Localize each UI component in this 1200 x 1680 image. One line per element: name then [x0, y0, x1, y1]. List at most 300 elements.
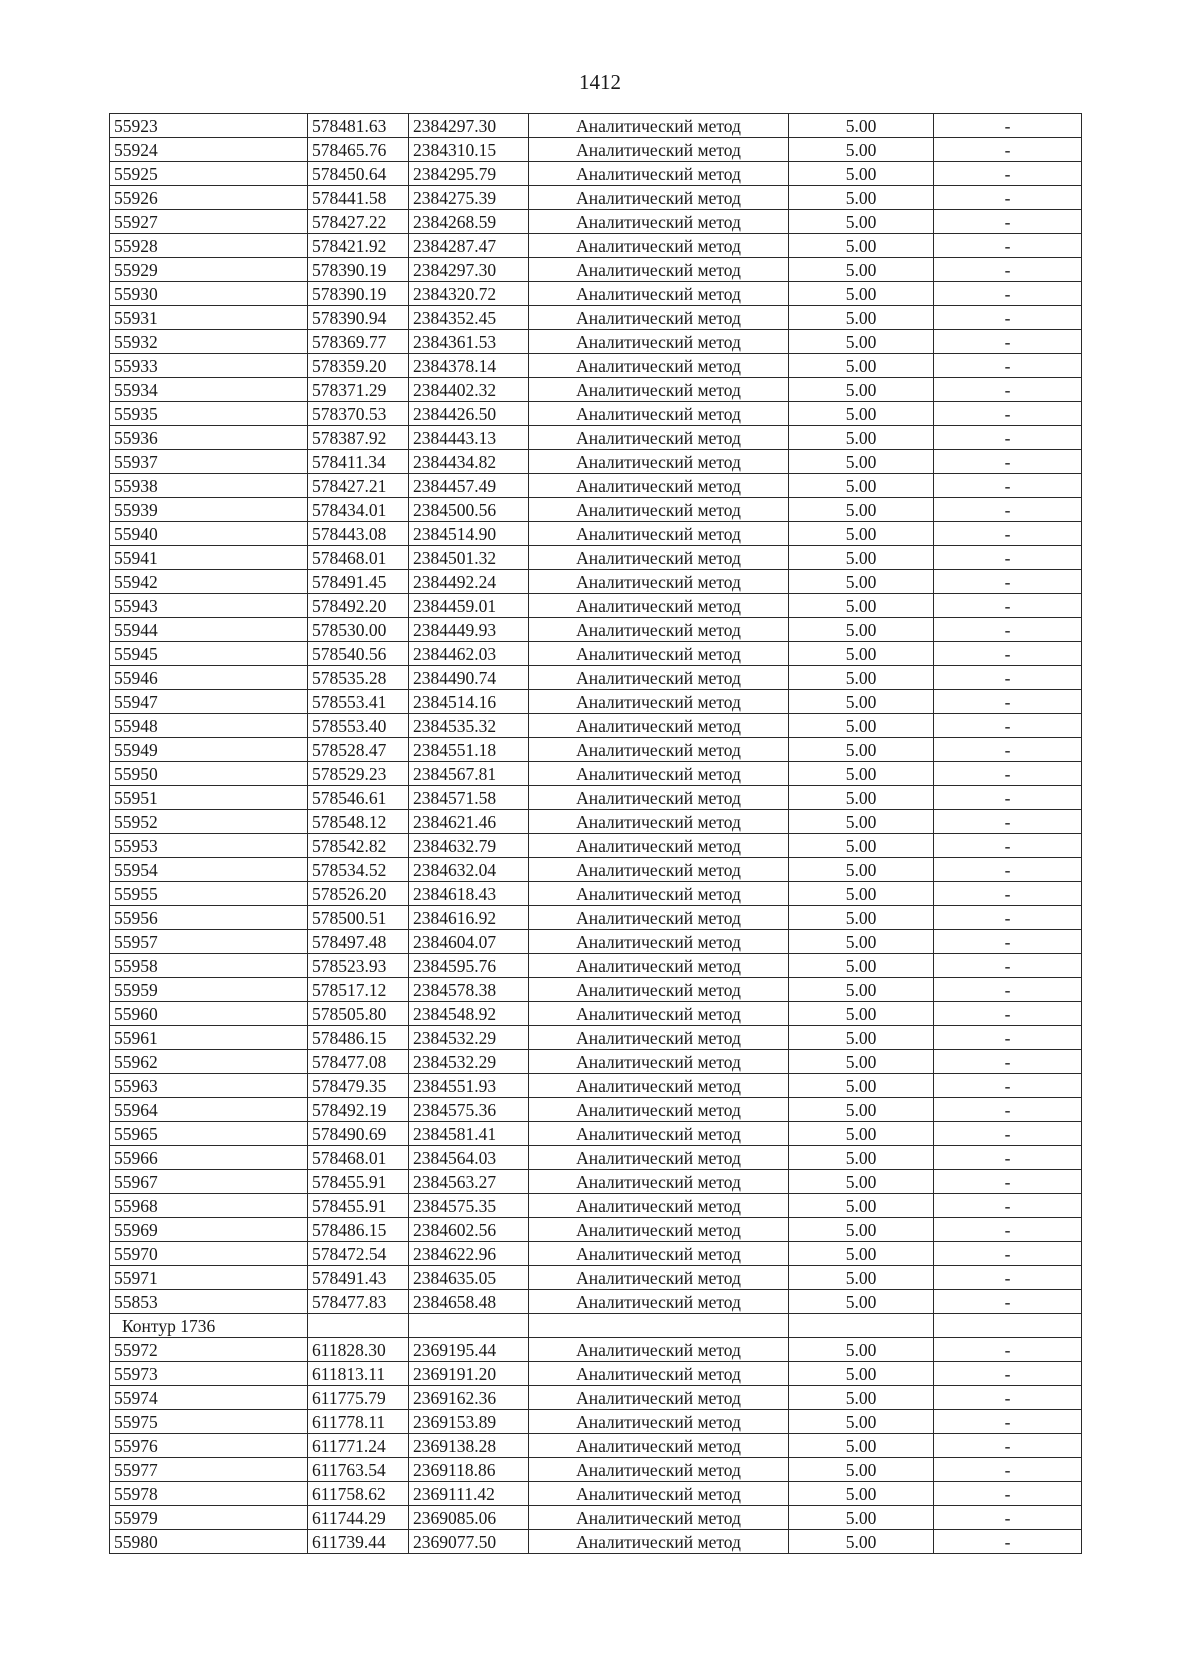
point-number-cell: 55968 [110, 1194, 308, 1218]
table-row [110, 162, 1082, 186]
note-cell: - [934, 882, 1082, 906]
accuracy-cell: 5.00 [789, 930, 934, 954]
note-cell: - [934, 1290, 1082, 1314]
method-cell: Аналитический метод [529, 306, 789, 330]
x-coordinate-cell: 578490.69 [308, 1122, 409, 1146]
accuracy-cell: 5.00 [789, 378, 934, 402]
point-number-cell: 55960 [110, 1002, 308, 1026]
x-coordinate-cell: 578434.01 [308, 498, 409, 522]
accuracy-cell: 5.00 [789, 1146, 934, 1170]
x-coordinate-cell: 578390.94 [308, 306, 409, 330]
y-coordinate-cell: 2384449.93 [409, 618, 529, 642]
accuracy-cell: 5.00 [789, 162, 934, 186]
note-cell: - [934, 1122, 1082, 1146]
y-coordinate-cell: 2384500.56 [409, 498, 529, 522]
method-cell: Аналитический метод [529, 186, 789, 210]
y-coordinate-cell: 2384575.36 [409, 1098, 529, 1122]
table-row [110, 258, 1082, 282]
note-cell: - [934, 114, 1082, 138]
y-coordinate-cell: 2384532.29 [409, 1050, 529, 1074]
y-coordinate-cell: 2384275.39 [409, 186, 529, 210]
y-coordinate-cell: 2384571.58 [409, 786, 529, 810]
point-number-cell: 55928 [110, 234, 308, 258]
x-coordinate-cell: 578530.00 [308, 618, 409, 642]
point-number-cell: 55925 [110, 162, 308, 186]
method-cell: Аналитический метод [529, 234, 789, 258]
note-cell: - [934, 378, 1082, 402]
accuracy-cell: 5.00 [789, 1434, 934, 1458]
note-cell: - [934, 1266, 1082, 1290]
y-coordinate-cell: 2384602.56 [409, 1218, 529, 1242]
y-coordinate-cell: 2384618.43 [409, 882, 529, 906]
method-cell: Аналитический метод [529, 690, 789, 714]
method-cell: Аналитический метод [529, 714, 789, 738]
accuracy-cell: 5.00 [789, 906, 934, 930]
accuracy-cell: 5.00 [789, 618, 934, 642]
point-number-cell: 55931 [110, 306, 308, 330]
y-coordinate-cell: 2384575.35 [409, 1194, 529, 1218]
note-cell: - [934, 978, 1082, 1002]
table-row [110, 474, 1082, 498]
x-coordinate-cell [308, 1314, 409, 1338]
y-coordinate-cell: 2384563.27 [409, 1170, 529, 1194]
note-cell: - [934, 1050, 1082, 1074]
x-coordinate-cell: 611763.54 [308, 1458, 409, 1482]
note-cell: - [934, 858, 1082, 882]
table-row [110, 858, 1082, 882]
accuracy-cell: 5.00 [789, 1458, 934, 1482]
y-coordinate-cell: 2369195.44 [409, 1338, 529, 1362]
y-coordinate-cell: 2384361.53 [409, 330, 529, 354]
point-number-cell: 55962 [110, 1050, 308, 1074]
accuracy-cell: 5.00 [789, 498, 934, 522]
table-row [110, 978, 1082, 1002]
note-cell: - [934, 834, 1082, 858]
coordinates-table [109, 113, 1082, 1554]
table-row [110, 1434, 1082, 1458]
note-cell: - [934, 210, 1082, 234]
y-coordinate-cell: 2384310.15 [409, 138, 529, 162]
note-cell: - [934, 570, 1082, 594]
y-coordinate-cell: 2369085.06 [409, 1506, 529, 1530]
accuracy-cell: 5.00 [789, 1026, 934, 1050]
accuracy-cell: 5.00 [789, 402, 934, 426]
y-coordinate-cell: 2384535.32 [409, 714, 529, 738]
method-cell: Аналитический метод [529, 1218, 789, 1242]
accuracy-cell: 5.00 [789, 354, 934, 378]
table-row [110, 522, 1082, 546]
y-coordinate-cell: 2384604.07 [409, 930, 529, 954]
method-cell: Аналитический метод [529, 1050, 789, 1074]
point-number-cell: 55973 [110, 1362, 308, 1386]
contour-header-row [110, 1314, 1082, 1338]
accuracy-cell: 5.00 [789, 786, 934, 810]
point-number-cell: 55964 [110, 1098, 308, 1122]
note-cell: - [934, 234, 1082, 258]
accuracy-cell: 5.00 [789, 762, 934, 786]
method-cell: Аналитический метод [529, 1194, 789, 1218]
y-coordinate-cell: 2369138.28 [409, 1434, 529, 1458]
x-coordinate-cell: 611775.79 [308, 1386, 409, 1410]
table-row [110, 1410, 1082, 1434]
note-cell: - [934, 1530, 1082, 1554]
method-cell: Аналитический метод [529, 882, 789, 906]
table-row [110, 690, 1082, 714]
method-cell: Аналитический метод [529, 162, 789, 186]
y-coordinate-cell: 2384462.03 [409, 642, 529, 666]
x-coordinate-cell: 578505.80 [308, 1002, 409, 1026]
accuracy-cell: 5.00 [789, 234, 934, 258]
method-cell: Аналитический метод [529, 1290, 789, 1314]
x-coordinate-cell: 578455.91 [308, 1194, 409, 1218]
table-row [110, 762, 1082, 786]
accuracy-cell: 5.00 [789, 1338, 934, 1362]
y-coordinate-cell: 2384616.92 [409, 906, 529, 930]
point-number-cell: 55938 [110, 474, 308, 498]
point-number-cell: 55944 [110, 618, 308, 642]
table-row [110, 498, 1082, 522]
note-cell: - [934, 1170, 1082, 1194]
point-number-cell: 55948 [110, 714, 308, 738]
accuracy-cell: 5.00 [789, 594, 934, 618]
method-cell: Аналитический метод [529, 1074, 789, 1098]
method-cell: Аналитический метод [529, 1530, 789, 1554]
point-number-cell: 55933 [110, 354, 308, 378]
y-coordinate-cell: 2384378.14 [409, 354, 529, 378]
x-coordinate-cell: 611828.30 [308, 1338, 409, 1362]
table-row [110, 1194, 1082, 1218]
y-coordinate-cell: 2384621.46 [409, 810, 529, 834]
note-cell: - [934, 810, 1082, 834]
note-cell: - [934, 138, 1082, 162]
point-number-cell: 55959 [110, 978, 308, 1002]
point-number-cell: 55949 [110, 738, 308, 762]
y-coordinate-cell: 2384548.92 [409, 1002, 529, 1026]
table-row [110, 810, 1082, 834]
note-cell: - [934, 930, 1082, 954]
y-coordinate-cell: 2384459.01 [409, 594, 529, 618]
y-coordinate-cell: 2384426.50 [409, 402, 529, 426]
point-number-cell: 55929 [110, 258, 308, 282]
point-number-cell: 55942 [110, 570, 308, 594]
method-cell: Аналитический метод [529, 1362, 789, 1386]
note-cell: - [934, 1026, 1082, 1050]
accuracy-cell: 5.00 [789, 1242, 934, 1266]
point-number-cell: 55939 [110, 498, 308, 522]
accuracy-cell: 5.00 [789, 1170, 934, 1194]
x-coordinate-cell: 578479.35 [308, 1074, 409, 1098]
x-coordinate-cell: 578529.23 [308, 762, 409, 786]
x-coordinate-cell: 578492.20 [308, 594, 409, 618]
table-row [110, 378, 1082, 402]
method-cell: Аналитический метод [529, 1242, 789, 1266]
accuracy-cell: 5.00 [789, 570, 934, 594]
accuracy-cell: 5.00 [789, 666, 934, 690]
y-coordinate-cell: 2369077.50 [409, 1530, 529, 1554]
note-cell: - [934, 1338, 1082, 1362]
point-number-cell: 55923 [110, 114, 308, 138]
accuracy-cell: 5.00 [789, 258, 934, 282]
method-cell: Аналитический метод [529, 1458, 789, 1482]
y-coordinate-cell: 2384632.79 [409, 834, 529, 858]
point-number-cell: 55957 [110, 930, 308, 954]
x-coordinate-cell: 578548.12 [308, 810, 409, 834]
accuracy-cell: 5.00 [789, 1074, 934, 1098]
accuracy-cell: 5.00 [789, 426, 934, 450]
note-cell: - [934, 1242, 1082, 1266]
table-row [110, 402, 1082, 426]
contour-label: Контур 1736 [110, 1314, 308, 1338]
method-cell: Аналитический метод [529, 1026, 789, 1050]
y-coordinate-cell: 2384457.49 [409, 474, 529, 498]
point-number-cell: 55943 [110, 594, 308, 618]
method-cell: Аналитический метод [529, 762, 789, 786]
accuracy-cell: 5.00 [789, 450, 934, 474]
table-row [110, 138, 1082, 162]
note-cell: - [934, 738, 1082, 762]
accuracy-cell: 5.00 [789, 210, 934, 234]
table-row [110, 618, 1082, 642]
x-coordinate-cell: 578477.83 [308, 1290, 409, 1314]
x-coordinate-cell: 578441.58 [308, 186, 409, 210]
method-cell: Аналитический метод [529, 1434, 789, 1458]
x-coordinate-cell: 578553.41 [308, 690, 409, 714]
x-coordinate-cell: 611778.11 [308, 1410, 409, 1434]
point-number-cell: 55976 [110, 1434, 308, 1458]
table-row [110, 1050, 1082, 1074]
point-number-cell: 55945 [110, 642, 308, 666]
point-number-cell: 55972 [110, 1338, 308, 1362]
table-row [110, 546, 1082, 570]
point-number-cell: 55952 [110, 810, 308, 834]
method-cell: Аналитический метод [529, 1266, 789, 1290]
y-coordinate-cell: 2384658.48 [409, 1290, 529, 1314]
accuracy-cell: 5.00 [789, 690, 934, 714]
method-cell: Аналитический метод [529, 594, 789, 618]
table-row [110, 1122, 1082, 1146]
x-coordinate-cell: 578528.47 [308, 738, 409, 762]
x-coordinate-cell: 578369.77 [308, 330, 409, 354]
method-cell: Аналитический метод [529, 1482, 789, 1506]
accuracy-cell: 5.00 [789, 1218, 934, 1242]
x-coordinate-cell: 578427.21 [308, 474, 409, 498]
x-coordinate-cell: 611758.62 [308, 1482, 409, 1506]
note-cell: - [934, 1386, 1082, 1410]
method-cell: Аналитический метод [529, 546, 789, 570]
accuracy-cell: 5.00 [789, 474, 934, 498]
point-number-cell: 55961 [110, 1026, 308, 1050]
note-cell: - [934, 522, 1082, 546]
method-cell: Аналитический метод [529, 426, 789, 450]
point-number-cell: 55977 [110, 1458, 308, 1482]
y-coordinate-cell: 2369118.86 [409, 1458, 529, 1482]
note-cell: - [934, 690, 1082, 714]
x-coordinate-cell: 578486.15 [308, 1026, 409, 1050]
y-coordinate-cell: 2384297.30 [409, 114, 529, 138]
y-coordinate-cell: 2384352.45 [409, 306, 529, 330]
accuracy-cell: 5.00 [789, 978, 934, 1002]
note-cell: - [934, 474, 1082, 498]
x-coordinate-cell: 578492.19 [308, 1098, 409, 1122]
method-cell: Аналитический метод [529, 1410, 789, 1434]
table-row [110, 282, 1082, 306]
table-row [110, 786, 1082, 810]
table-row [110, 1386, 1082, 1410]
x-coordinate-cell: 578387.92 [308, 426, 409, 450]
point-number-cell: 55853 [110, 1290, 308, 1314]
point-number-cell: 55958 [110, 954, 308, 978]
note-cell: - [934, 714, 1082, 738]
method-cell: Аналитический метод [529, 522, 789, 546]
table-row [110, 1026, 1082, 1050]
method-cell: Аналитический метод [529, 1386, 789, 1410]
table-row [110, 642, 1082, 666]
x-coordinate-cell: 578526.20 [308, 882, 409, 906]
point-number-cell: 55924 [110, 138, 308, 162]
note-cell: - [934, 1410, 1082, 1434]
x-coordinate-cell: 578411.34 [308, 450, 409, 474]
method-cell: Аналитический метод [529, 906, 789, 930]
table-row [110, 834, 1082, 858]
point-number-cell: 55947 [110, 690, 308, 714]
y-coordinate-cell: 2384320.72 [409, 282, 529, 306]
y-coordinate-cell: 2384622.96 [409, 1242, 529, 1266]
point-number-cell: 55980 [110, 1530, 308, 1554]
note-cell [934, 1314, 1082, 1338]
x-coordinate-cell: 578517.12 [308, 978, 409, 1002]
y-coordinate-cell: 2384268.59 [409, 210, 529, 234]
note-cell: - [934, 1362, 1082, 1386]
point-number-cell: 55950 [110, 762, 308, 786]
x-coordinate-cell: 578450.64 [308, 162, 409, 186]
coordinates-table-body [110, 114, 1082, 1554]
note-cell: - [934, 1434, 1082, 1458]
method-cell: Аналитический метод [529, 378, 789, 402]
y-coordinate-cell: 2369153.89 [409, 1410, 529, 1434]
table-row [110, 210, 1082, 234]
table-row [110, 1242, 1082, 1266]
y-coordinate-cell: 2384635.05 [409, 1266, 529, 1290]
table-row [110, 1218, 1082, 1242]
x-coordinate-cell: 578497.48 [308, 930, 409, 954]
method-cell: Аналитический метод [529, 930, 789, 954]
accuracy-cell: 5.00 [789, 1362, 934, 1386]
note-cell: - [934, 1074, 1082, 1098]
table-row [110, 930, 1082, 954]
x-coordinate-cell: 578553.40 [308, 714, 409, 738]
y-coordinate-cell: 2384501.32 [409, 546, 529, 570]
accuracy-cell: 5.00 [789, 1506, 934, 1530]
accuracy-cell: 5.00 [789, 306, 934, 330]
note-cell: - [934, 762, 1082, 786]
table-row [110, 882, 1082, 906]
accuracy-cell: 5.00 [789, 1530, 934, 1554]
y-coordinate-cell: 2384287.47 [409, 234, 529, 258]
x-coordinate-cell: 578472.54 [308, 1242, 409, 1266]
method-cell: Аналитический метод [529, 834, 789, 858]
accuracy-cell: 5.00 [789, 1050, 934, 1074]
accuracy-cell: 5.00 [789, 738, 934, 762]
note-cell: - [934, 906, 1082, 930]
y-coordinate-cell: 2384564.03 [409, 1146, 529, 1170]
y-coordinate-cell: 2384578.38 [409, 978, 529, 1002]
x-coordinate-cell: 578540.56 [308, 642, 409, 666]
point-number-cell: 55936 [110, 426, 308, 450]
method-cell: Аналитический метод [529, 1146, 789, 1170]
note-cell: - [934, 258, 1082, 282]
method-cell: Аналитический метод [529, 498, 789, 522]
y-coordinate-cell: 2384295.79 [409, 162, 529, 186]
y-coordinate-cell: 2384532.29 [409, 1026, 529, 1050]
x-coordinate-cell: 578491.45 [308, 570, 409, 594]
point-number-cell: 55926 [110, 186, 308, 210]
x-coordinate-cell: 611744.29 [308, 1506, 409, 1530]
note-cell: - [934, 786, 1082, 810]
table-row [110, 954, 1082, 978]
point-number-cell: 55954 [110, 858, 308, 882]
note-cell: - [934, 642, 1082, 666]
table-row [110, 1266, 1082, 1290]
method-cell: Аналитический метод [529, 738, 789, 762]
method-cell: Аналитический метод [529, 330, 789, 354]
table-row [110, 1002, 1082, 1026]
point-number-cell: 55966 [110, 1146, 308, 1170]
x-coordinate-cell: 578371.29 [308, 378, 409, 402]
point-number-cell: 55956 [110, 906, 308, 930]
point-number-cell: 55930 [110, 282, 308, 306]
accuracy-cell: 5.00 [789, 546, 934, 570]
method-cell: Аналитический метод [529, 138, 789, 162]
table-row [110, 114, 1082, 138]
x-coordinate-cell: 578390.19 [308, 258, 409, 282]
accuracy-cell: 5.00 [789, 186, 934, 210]
note-cell: - [934, 330, 1082, 354]
x-coordinate-cell: 578534.52 [308, 858, 409, 882]
method-cell: Аналитический метод [529, 354, 789, 378]
x-coordinate-cell: 578486.15 [308, 1218, 409, 1242]
y-coordinate-cell: 2384490.74 [409, 666, 529, 690]
x-coordinate-cell: 578443.08 [308, 522, 409, 546]
method-cell: Аналитический метод [529, 258, 789, 282]
table-row [110, 306, 1082, 330]
x-coordinate-cell: 578546.61 [308, 786, 409, 810]
note-cell: - [934, 666, 1082, 690]
point-number-cell: 55951 [110, 786, 308, 810]
method-cell: Аналитический метод [529, 786, 789, 810]
method-cell: Аналитический метод [529, 1098, 789, 1122]
note-cell: - [934, 1482, 1082, 1506]
method-cell: Аналитический метод [529, 114, 789, 138]
method-cell: Аналитический метод [529, 1170, 789, 1194]
y-coordinate-cell: 2369111.42 [409, 1482, 529, 1506]
method-cell [529, 1314, 789, 1338]
point-number-cell: 55940 [110, 522, 308, 546]
y-coordinate-cell: 2384581.41 [409, 1122, 529, 1146]
method-cell: Аналитический метод [529, 450, 789, 474]
note-cell: - [934, 162, 1082, 186]
table-row [110, 1338, 1082, 1362]
y-coordinate-cell: 2384514.90 [409, 522, 529, 546]
accuracy-cell: 5.00 [789, 714, 934, 738]
method-cell: Аналитический метод [529, 954, 789, 978]
x-coordinate-cell: 578535.28 [308, 666, 409, 690]
table-row [110, 1482, 1082, 1506]
method-cell: Аналитический метод [529, 402, 789, 426]
table-row [110, 1146, 1082, 1170]
method-cell: Аналитический метод [529, 642, 789, 666]
point-number-cell: 55967 [110, 1170, 308, 1194]
x-coordinate-cell: 611739.44 [308, 1530, 409, 1554]
